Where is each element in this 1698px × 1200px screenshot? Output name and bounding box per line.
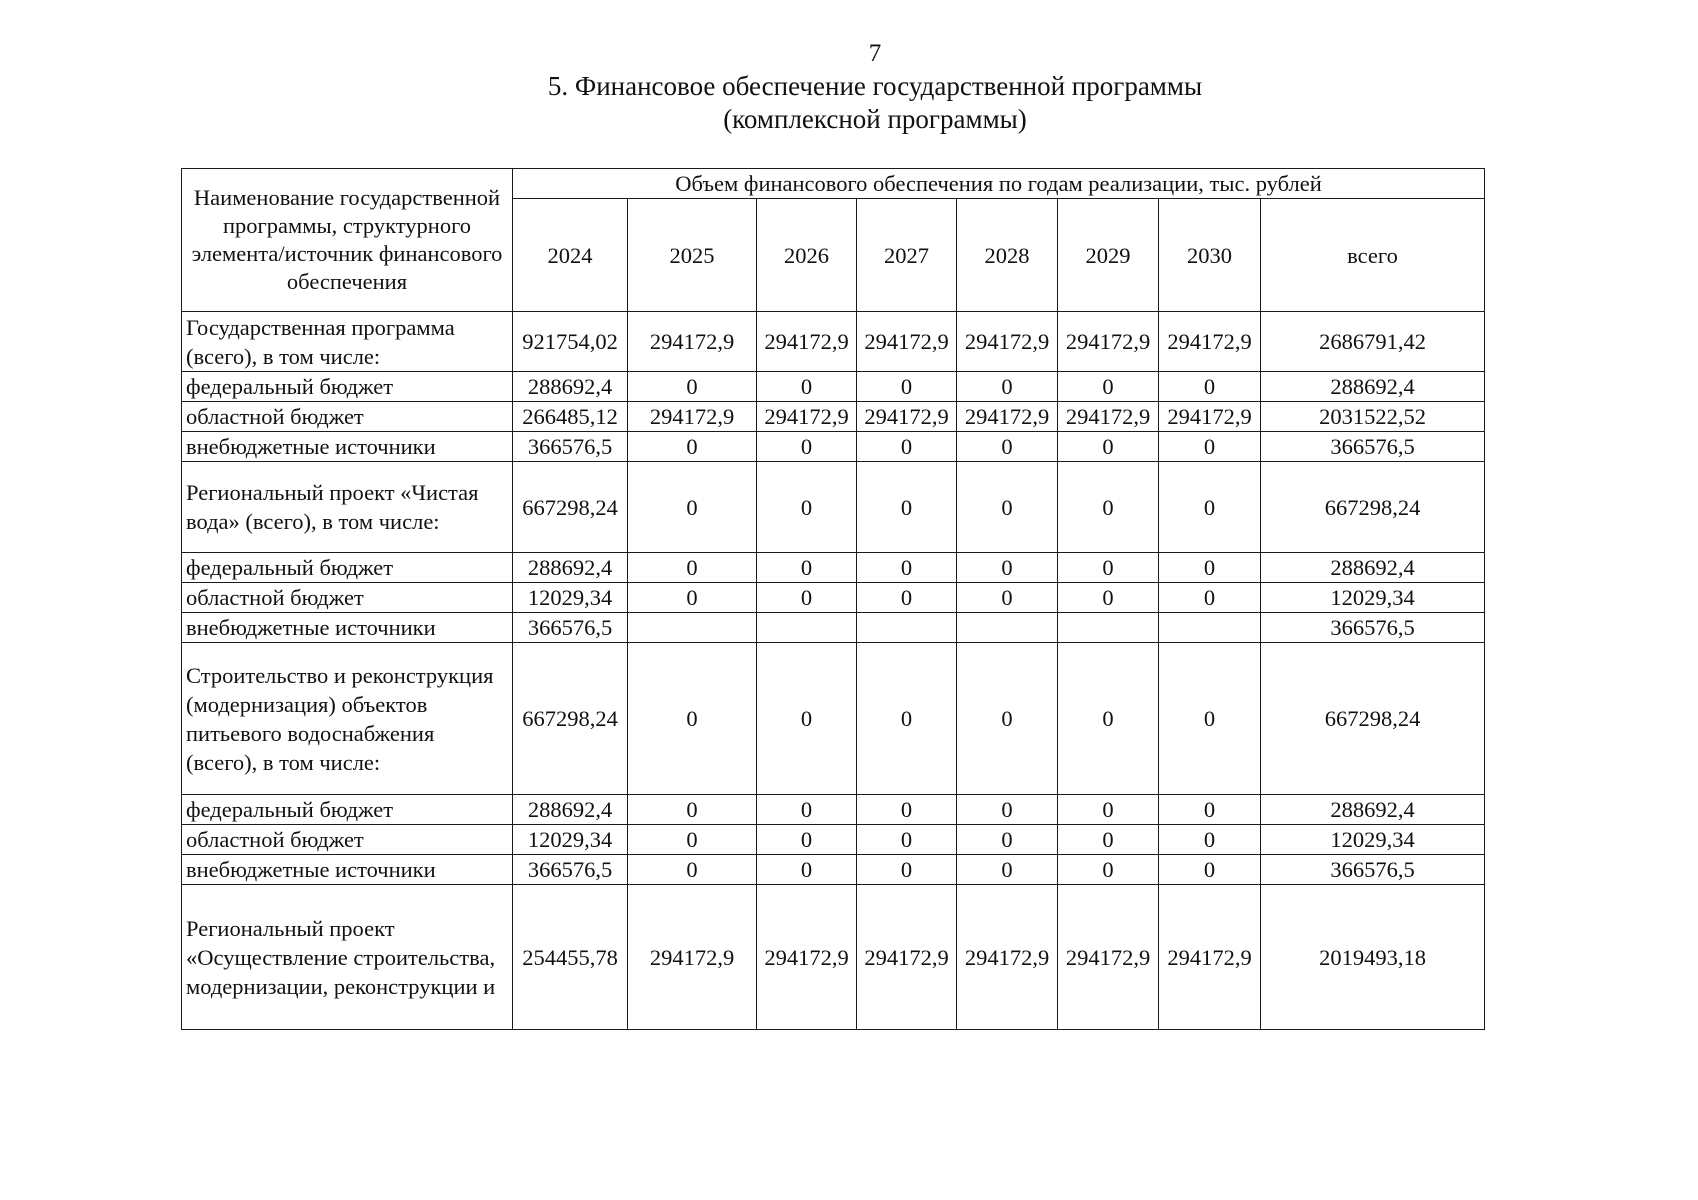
source-row	[182, 432, 1485, 462]
value-cell-2025	[628, 613, 757, 643]
value-cell-2028: 0	[957, 432, 1058, 462]
value-cell-2030: 294172,9	[1159, 885, 1261, 1030]
row-name-cell: Строительство и реконструкция (модернизация) объектов питьевого водоснабжения (всего), в том числе:	[182, 643, 513, 795]
value-cell-2027: 0	[857, 372, 957, 402]
value-cell-2027: 294172,9	[857, 312, 957, 372]
value-cell-2028: 0	[957, 372, 1058, 402]
value-cell-2029: 0	[1058, 372, 1159, 402]
total-cell: 366576,5	[1261, 613, 1485, 643]
value-cell-2027: 0	[857, 825, 957, 855]
volume-column-header: Объем финансового обеспечения по годам реализации, тыс. рублей	[513, 169, 1485, 199]
source-row	[182, 855, 1485, 885]
value-cell-2025: 0	[628, 432, 757, 462]
section-title-line-2: (комплексной программы)	[723, 104, 1027, 134]
value-cell-2026: 294172,9	[757, 402, 857, 432]
row-name-cell: внебюджетные источники	[182, 432, 513, 462]
value-cell-2025: 0	[628, 795, 757, 825]
total-cell: 2031522,52	[1261, 402, 1485, 432]
row-name-cell: Региональный проект «Осуществление строительства, модернизации, реконструкции и	[182, 885, 513, 1030]
value-cell-2030: 0	[1159, 825, 1261, 855]
source-row	[182, 372, 1485, 402]
value-cell-2024: 667298,24	[513, 643, 628, 795]
value-cell-2025: 0	[628, 583, 757, 613]
row-name-cell: федеральный бюджет	[182, 795, 513, 825]
value-cell-2028: 0	[957, 855, 1058, 885]
total-cell: 2686791,42	[1261, 312, 1485, 372]
value-cell-2029: 0	[1058, 855, 1159, 885]
value-cell-2026: 0	[757, 643, 857, 795]
value-cell-2024: 366576,5	[513, 613, 628, 643]
value-cell-2026: 0	[757, 432, 857, 462]
value-cell-2025: 294172,9	[628, 885, 757, 1030]
value-cell-2030: 0	[1159, 462, 1261, 553]
value-cell-2030: 0	[1159, 643, 1261, 795]
value-cell-2030: 0	[1159, 432, 1261, 462]
value-cell-2030: 0	[1159, 583, 1261, 613]
value-cell-2029: 0	[1058, 825, 1159, 855]
value-cell-2030: 294172,9	[1159, 402, 1261, 432]
value-cell-2028: 0	[957, 643, 1058, 795]
value-cell-2025: 0	[628, 372, 757, 402]
source-row	[182, 583, 1485, 613]
value-cell-2030: 294172,9	[1159, 312, 1261, 372]
value-cell-2026	[757, 613, 857, 643]
source-row	[182, 825, 1485, 855]
value-cell-2026: 0	[757, 372, 857, 402]
source-row	[182, 553, 1485, 583]
value-cell-2029: 294172,9	[1058, 312, 1159, 372]
element-row	[182, 643, 1485, 795]
value-cell-2029: 0	[1058, 583, 1159, 613]
year-header-2024: 2024	[513, 199, 628, 312]
value-cell-2027	[857, 613, 957, 643]
row-name-cell: Государственная программа (всего), в том числе:	[182, 312, 513, 372]
value-cell-2027: 0	[857, 583, 957, 613]
value-cell-2030: 0	[1159, 372, 1261, 402]
year-header-2028: 2028	[957, 199, 1058, 312]
total-header: всего	[1261, 199, 1485, 312]
section-title	[0, 70, 1698, 136]
value-cell-2026: 0	[757, 855, 857, 885]
value-cell-2029: 294172,9	[1058, 885, 1159, 1030]
value-cell-2025: 0	[628, 855, 757, 885]
value-cell-2028: 0	[957, 553, 1058, 583]
value-cell-2026: 294172,9	[757, 312, 857, 372]
value-cell-2026: 0	[757, 553, 857, 583]
value-cell-2028: 0	[957, 795, 1058, 825]
value-cell-2028: 294172,9	[957, 402, 1058, 432]
total-cell: 12029,34	[1261, 583, 1485, 613]
value-cell-2028: 0	[957, 462, 1058, 553]
row-name-cell: областной бюджет	[182, 825, 513, 855]
value-cell-2026: 0	[757, 583, 857, 613]
value-cell-2024: 266485,12	[513, 402, 628, 432]
value-cell-2027: 0	[857, 855, 957, 885]
table-body	[182, 312, 1485, 1030]
total-cell: 667298,24	[1261, 643, 1485, 795]
row-name-cell: внебюджетные источники	[182, 613, 513, 643]
value-cell-2024: 288692,4	[513, 553, 628, 583]
value-cell-2029: 0	[1058, 795, 1159, 825]
value-cell-2027: 294172,9	[857, 402, 957, 432]
year-header-2027: 2027	[857, 199, 957, 312]
year-header-2029: 2029	[1058, 199, 1159, 312]
value-cell-2029	[1058, 613, 1159, 643]
program-row	[182, 312, 1485, 372]
value-cell-2024: 288692,4	[513, 372, 628, 402]
value-cell-2025: 294172,9	[628, 402, 757, 432]
total-cell: 366576,5	[1261, 855, 1485, 885]
value-cell-2024: 366576,5	[513, 855, 628, 885]
total-cell: 12029,34	[1261, 825, 1485, 855]
value-cell-2026: 294172,9	[757, 885, 857, 1030]
total-cell: 366576,5	[1261, 432, 1485, 462]
value-cell-2027: 0	[857, 553, 957, 583]
page-number: 7	[868, 40, 882, 67]
value-cell-2029: 0	[1058, 462, 1159, 553]
value-cell-2027: 0	[857, 432, 957, 462]
row-name-cell: областной бюджет	[182, 402, 513, 432]
total-cell: 667298,24	[1261, 462, 1485, 553]
total-cell: 2019493,18	[1261, 885, 1485, 1030]
value-cell-2024: 667298,24	[513, 462, 628, 553]
value-cell-2024: 366576,5	[513, 432, 628, 462]
value-cell-2024: 12029,34	[513, 583, 628, 613]
value-cell-2029: 0	[1058, 553, 1159, 583]
value-cell-2027: 0	[857, 795, 957, 825]
row-name-cell: внебюджетные источники	[182, 855, 513, 885]
value-cell-2029: 0	[1058, 643, 1159, 795]
value-cell-2027: 294172,9	[857, 885, 957, 1030]
year-header-2025: 2025	[628, 199, 757, 312]
value-cell-2025: 294172,9	[628, 312, 757, 372]
source-row	[182, 613, 1485, 643]
value-cell-2028: 0	[957, 825, 1058, 855]
row-name-cell: Региональный проект «Чистая вода» (всего), в том числе:	[182, 462, 513, 553]
row-name-cell: федеральный бюджет	[182, 372, 513, 402]
year-header-2030: 2030	[1159, 199, 1261, 312]
section-title-line-1: 5. Финансовое обеспечение государственной программы	[547, 71, 1203, 101]
value-cell-2025: 0	[628, 825, 757, 855]
value-cell-2026: 0	[757, 795, 857, 825]
name-column-header: Наименование государственной программы, структурного элемента/источник финансового обеспечения	[182, 169, 513, 312]
value-cell-2029: 294172,9	[1058, 402, 1159, 432]
row-name-cell: федеральный бюджет	[182, 553, 513, 583]
value-cell-2027: 0	[857, 643, 957, 795]
value-cell-2024: 254455,78	[513, 885, 628, 1030]
value-cell-2024: 921754,02	[513, 312, 628, 372]
financing-table	[181, 168, 1485, 1030]
value-cell-2025: 0	[628, 643, 757, 795]
value-cell-2026: 0	[757, 825, 857, 855]
source-row	[182, 795, 1485, 825]
value-cell-2029: 0	[1058, 432, 1159, 462]
value-cell-2028: 0	[957, 583, 1058, 613]
year-header-2026: 2026	[757, 199, 857, 312]
value-cell-2024: 12029,34	[513, 825, 628, 855]
value-cell-2025: 0	[628, 462, 757, 553]
total-cell: 288692,4	[1261, 372, 1485, 402]
value-cell-2028: 294172,9	[957, 312, 1058, 372]
project-row	[182, 462, 1485, 553]
row-name-cell: областной бюджет	[182, 583, 513, 613]
value-cell-2028	[957, 613, 1058, 643]
total-cell: 288692,4	[1261, 795, 1485, 825]
value-cell-2024: 288692,4	[513, 795, 628, 825]
value-cell-2027: 0	[857, 462, 957, 553]
value-cell-2026: 0	[757, 462, 857, 553]
value-cell-2028: 294172,9	[957, 885, 1058, 1030]
value-cell-2030: 0	[1159, 795, 1261, 825]
total-cell: 288692,4	[1261, 553, 1485, 583]
source-row	[182, 402, 1485, 432]
value-cell-2030: 0	[1159, 855, 1261, 885]
value-cell-2030	[1159, 613, 1261, 643]
value-cell-2030: 0	[1159, 553, 1261, 583]
value-cell-2025: 0	[628, 553, 757, 583]
project-row	[182, 885, 1485, 1030]
